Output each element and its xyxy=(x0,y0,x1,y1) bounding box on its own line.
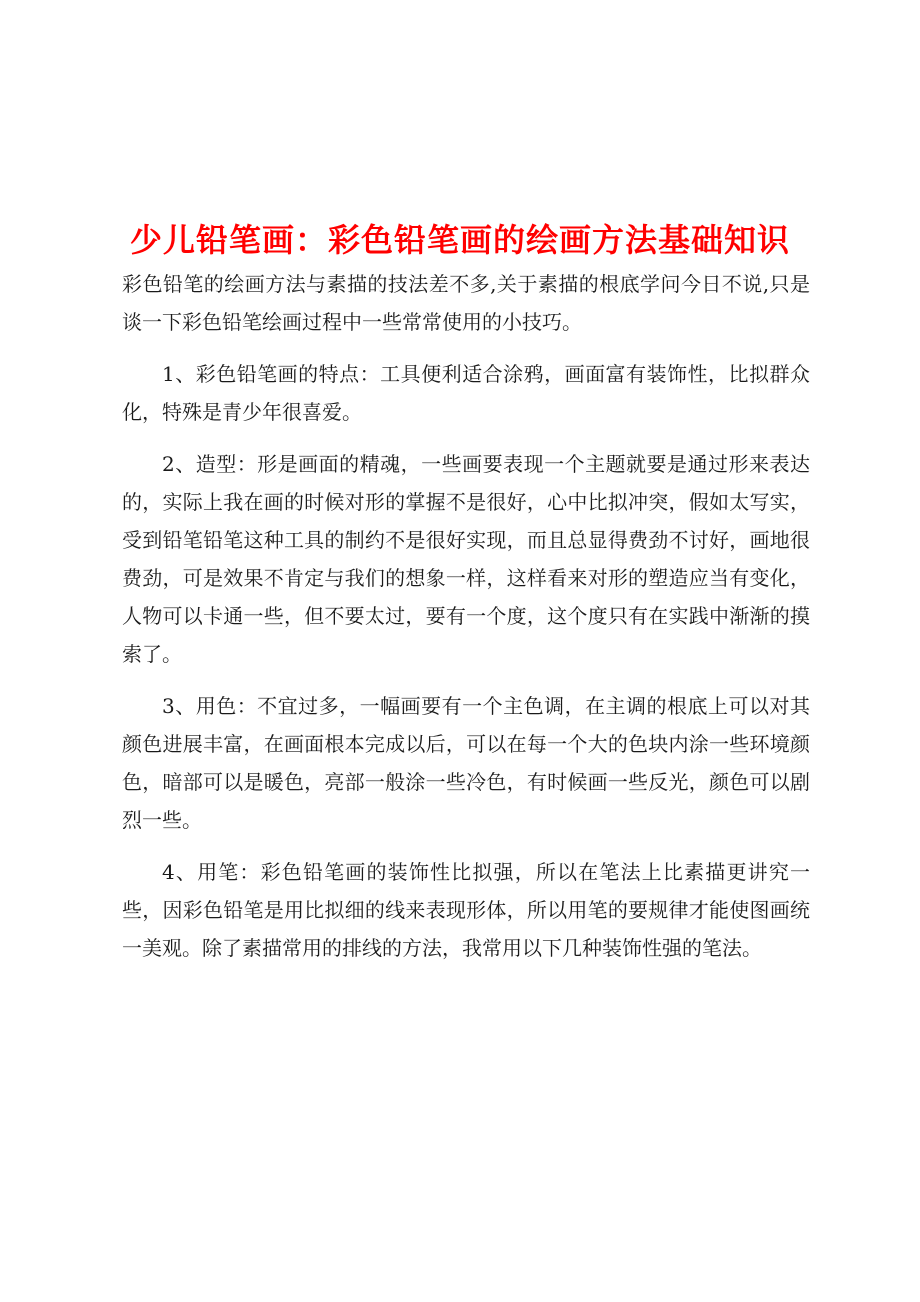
paragraph-intro: 彩色铅笔的绘画方法与素描的技法差不多,关于素描的根底学问今日不说,只是谈一下彩色铅笔绘画过程中一些常常使用的小技巧。 xyxy=(122,272,810,334)
document-body xyxy=(122,265,810,981)
document-title: 少儿铅笔画：彩色铅笔画的绘画方法基础知识 xyxy=(129,221,790,260)
paragraph-strokes: 4、用笔：彩色铅笔画的装饰性比拟强，所以在笔法上比素描更讲究一些，因彩色铅笔是用比拟细的线来表现形体，所以用笔的要规律才能使图画统一美观。除了素描常用的排线的方法，我常用以下几种装饰性强的笔法。 xyxy=(122,860,810,960)
paragraph-features: 1、彩色铅笔画的特点：工具便利适合涂鸦，画面富有装饰性，比拟群众化，特殊是青少年很喜爱。 xyxy=(122,362,810,424)
paragraph-color: 3、用色：不宜过多，一幅画要有一个主色调，在主调的根底上可以对其颜色进展丰富，在画面根本完成以后，可以在每一个大的色块内涂一些环境颜色，暗部可以是暖色，亮部一般涂一些冷色，有时候画一些反光，颜色可以剧烈一些。 xyxy=(122,694,810,832)
paragraph-shape: 2、造型：形是画面的精魂，一些画要表现一个主题就要是通过形来表达的，实际上我在画的时候对形的掌握不是很好，心中比拟冲突，假如太写实，受到铅笔铅笔这种工具的制约不是很好实现，而且总显得费劲不讨好，画地很费劲，可是效果不肯定与我们的想象一样，这样看来对形的塑造应当有变化，人物可以卡通一些，但不要太过，要有一个度，这个度只有在实践中渐渐的摸索了。 xyxy=(122,452,810,666)
